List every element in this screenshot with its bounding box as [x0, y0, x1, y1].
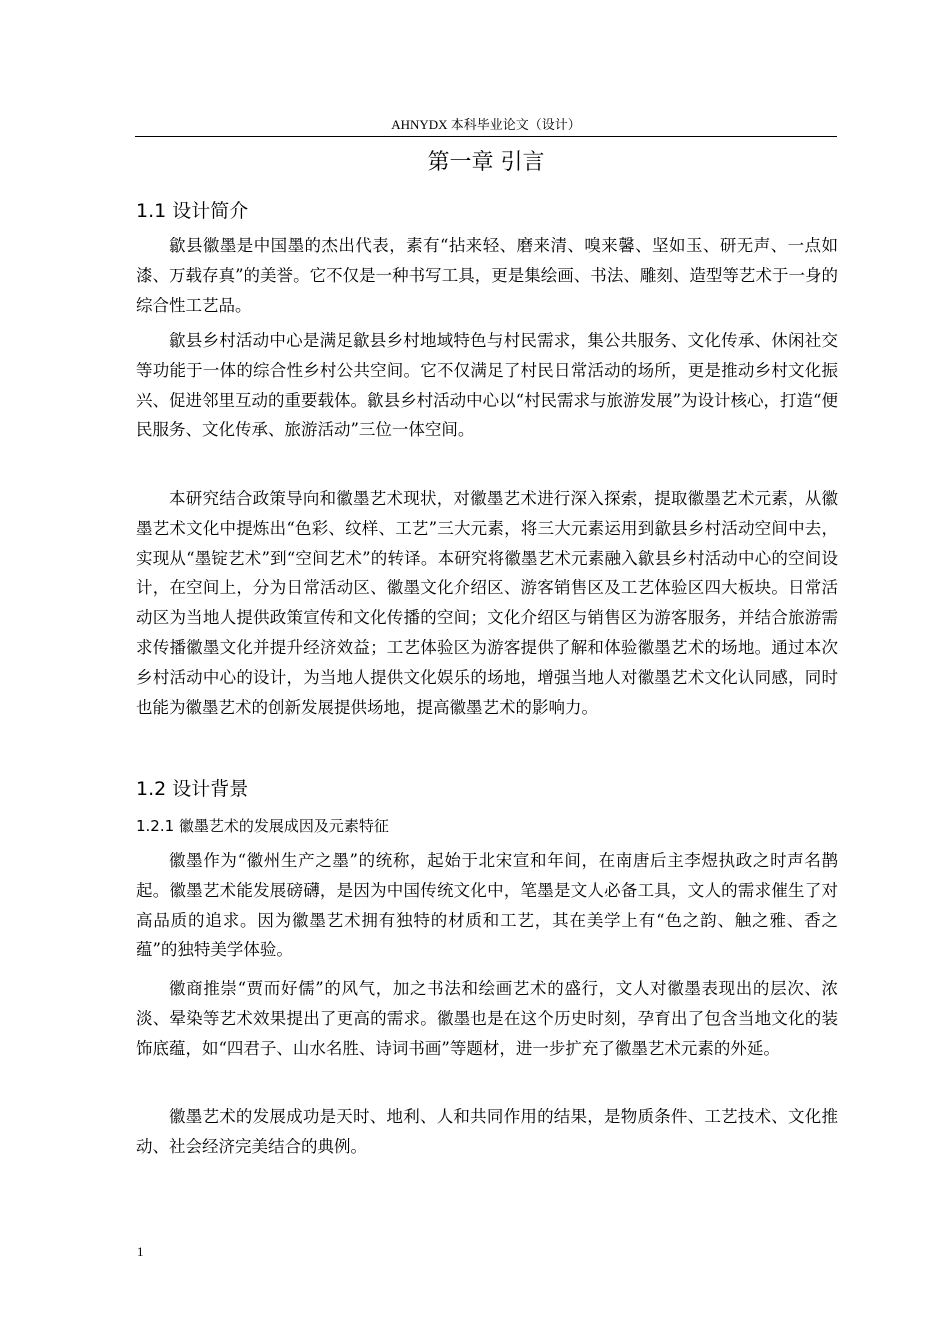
subsection-heading-1-2-1: 1.2.1 徽墨艺术的发展成因及元素特征: [136, 817, 389, 835]
paragraph: 徽墨作为“徽州生产之墨”的统称，起始于北宋宣和年间，在南唐后主李煜执政之时声名鹊起。徽墨艺术能发展磅礴，是因为中国传统文化中，笔墨是文人必备工具，文人的需求催生了对高品质的追求。因为徽墨艺术拥有独特的材质和工艺，其在美学上有“色之韵、触之雅、香之蕴”的独特美学体验。: [136, 851, 838, 960]
section-heading-1-1: 1.1 设计简介: [136, 200, 249, 222]
chapter-title: 第一章 引言: [427, 150, 545, 175]
paragraph: 歙县徽墨是中国墨的杰出代表，素有“拈来轻、磨来清、嗅来馨、坚如玉、研无声、一点如漆、万载存真”的美誉。它不仅是一种书写工具，更是集绘画、书法、雕刻、造型等艺术于一身的综合性工艺品。: [136, 236, 838, 315]
paragraph: 歙县乡村活动中心是满足歙县乡村地域特色与村民需求，集公共服务、文化传承、休闲社交等功能于一体的综合性乡村公共空间。它不仅满足了村民日常活动的场所，更是推动乡村文化振兴、促进邻里互动的重要载体。歙县乡村活动中心以“村民需求与旅游发展”为设计核心，打造“便民服务、文化传承、旅游活动”三位一体空间。: [136, 331, 838, 440]
paragraph: 本研究结合政策导向和徽墨艺术现状，对徽墨艺术进行深入探索，提取徽墨艺术元素，从徽墨艺术文化中提炼出“色彩、纹样、工艺”三大元素，将三大元素运用到歙县乡村活动空间中去，实现从“墨锭艺术”到“空间艺术”的转译。本研究将徽墨艺术元素融入歙县乡村活动中心的空间设计，在空间上，分为日常活动区、徽墨文化介绍区、游客销售区及工艺体验区四大板块。日常活动区为当地人提供政策宣传和文化传播的空间；文化介绍区与销售区为游客服务，并结合旅游需求传播徽墨文化并提升经济效益；工艺体验区为游客提供了解和体验徽墨艺术的场地。通过本次乡村活动中心的设计，为当地人提供文化娱乐的场地，增强当地人对徽墨艺术文化认同感，同时也能为徽墨艺术的创新发展提供场地，提高徽墨艺术的影响力。: [136, 489, 838, 717]
paragraph: 徽商推崇“贾而好儒”的风气，加之书法和绘画艺术的盛行，文人对徽墨表现出的层次、浓淡、晕染等艺术效果提出了更高的需求。徽墨也是在这个历史时刻，孕育出了包含当地文化的装饰底蕴，如“四君子、山水名胜、诗词书画”等题材，进一步扩充了徽墨艺术元素的外延。: [136, 979, 838, 1058]
page-number: 1: [137, 1244, 144, 1259]
section-heading-1-2: 1.2 设计背景: [136, 778, 249, 800]
paragraph: 徽墨艺术的发展成功是天时、地利、人和共同作用的结果，是物质条件、工艺技术、文化推动、社会经济完美结合的典例。: [136, 1107, 838, 1156]
running-header: AHNYDX 本科毕业论文（设计）: [135, 115, 837, 137]
